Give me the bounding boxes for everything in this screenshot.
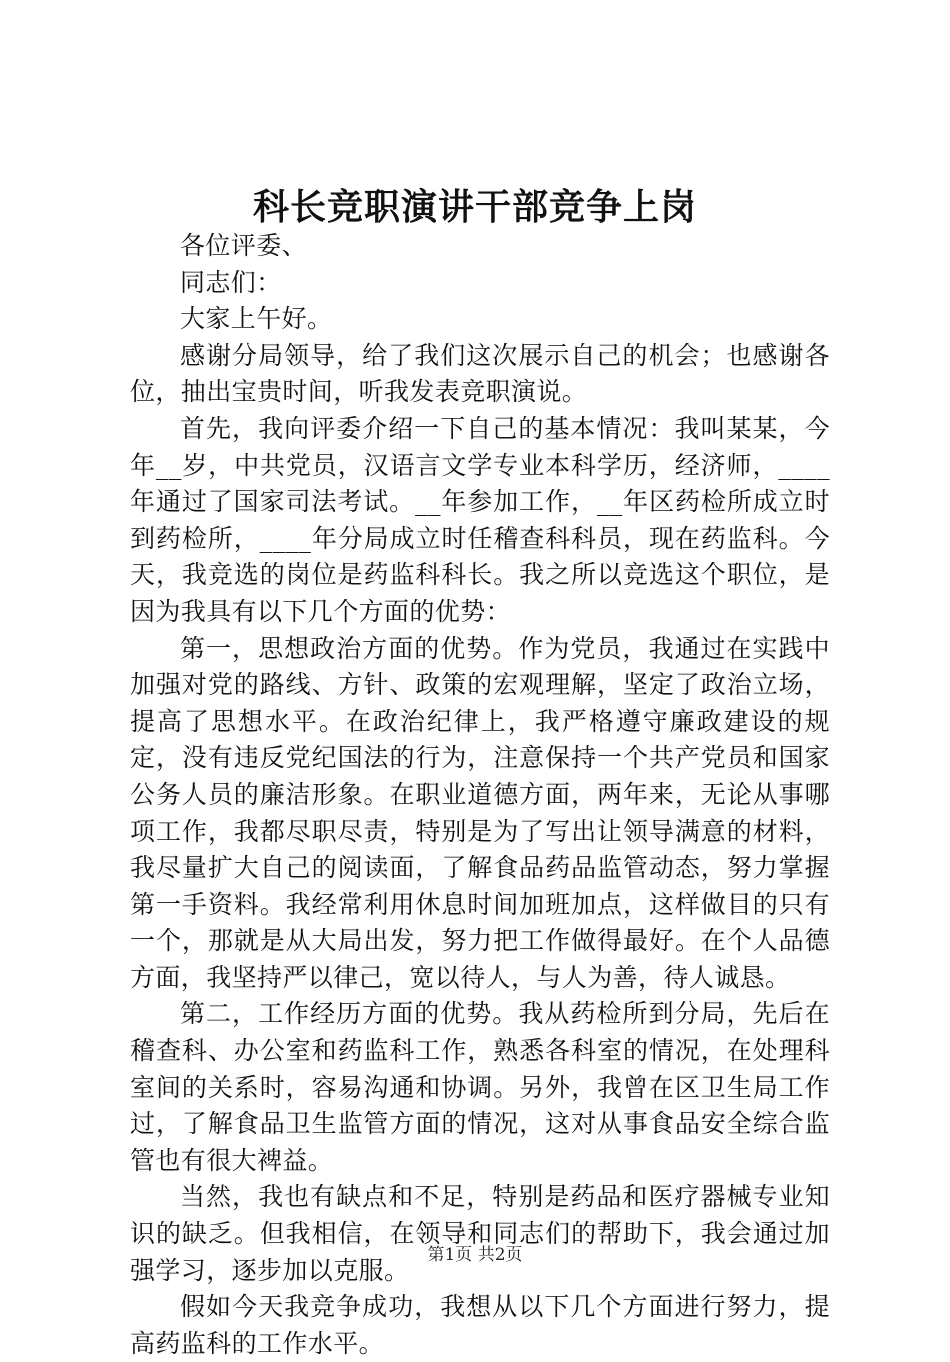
paragraph-greeting: 大家上午好。 — [180, 304, 333, 334]
page-indicator: 第1页 共2页 — [427, 1245, 523, 1265]
paragraph-shortcomings: 当然，我也有缺点和不足，特别是药品和医疗器械专业知识的缺乏。但我相信，在领导和同志们的帮助下，我会通过加强学习，逐步加以克服。 — [130, 1182, 830, 1285]
paragraph-political-advantage: 第一，思想政治方面的优势。作为党员，我通过在实践中加强对党的路线、方针、政策的宏观理解，坚定了政治立场，提高了思想水平。在政治纪律上，我严格遵守廉政建设的规定，没有违反党纪国法的行为，注意保持一个共产党员和国家公务人员的廉洁形象。在职业道德方面，两年来，无论从事哪项工作，我都尽职尽责，特别是为了写出让领导满意的材料，我尽量扩大自己的阅读面，了解食品药品监管动态，努力掌握第一手资料。我经常利用休息时间加班加点，这样做目的只有一个，那就是从大局出发，努力把工作做得最好。在个人品德方面，我坚持严以律己，宽以待人，与人为善，待人诚恳。 — [130, 633, 830, 992]
paragraph-salutation-judges: 各位评委、 — [180, 231, 308, 260]
document-title: 科长竞职演讲干部竞争上岗 — [252, 186, 697, 228]
paragraph-thanks: 感谢分局领导，给了我们这次展示自己的机会；也感谢各位，抽出宝贵时间，听我发表竞职演说。 — [130, 340, 830, 407]
paragraph-experience-advantage: 第二，工作经历方面的优势。我从药检所到分局，先后在稽查科、办公室和药监科工作，熟悉各科室的情况，在处理科室间的关系时，容易沟通和协调。另外，我曾在区卫生局工作过，了解食品卫生监管方面的情况，这对从事食品安全综合监管也有很大裨益。 — [130, 999, 830, 1175]
paragraph-introduction: 首先，我向评委介绍一下自己的基本情况：我叫某某，今年__岁，中共党员，汉语言文学专业本科学历，经济师，____年通过了国家司法考试。__年参加工作，__年区药检所成立时到药检所，____年分局成立时任稽查科科员，现在药监科。今天，我竞选的岗位是药监科科长。我之所以竞选这个职位，是因为我具有以下几个方面的优势： — [130, 413, 830, 626]
paragraph-salutation-comrades: 同志们： — [180, 267, 282, 297]
document-body — [130, 228, 830, 1362]
paragraph-plans: 假如今天我竞争成功，我想从以下几个方面进行努力，提高药监科的工作水平。 — [130, 1292, 830, 1358]
